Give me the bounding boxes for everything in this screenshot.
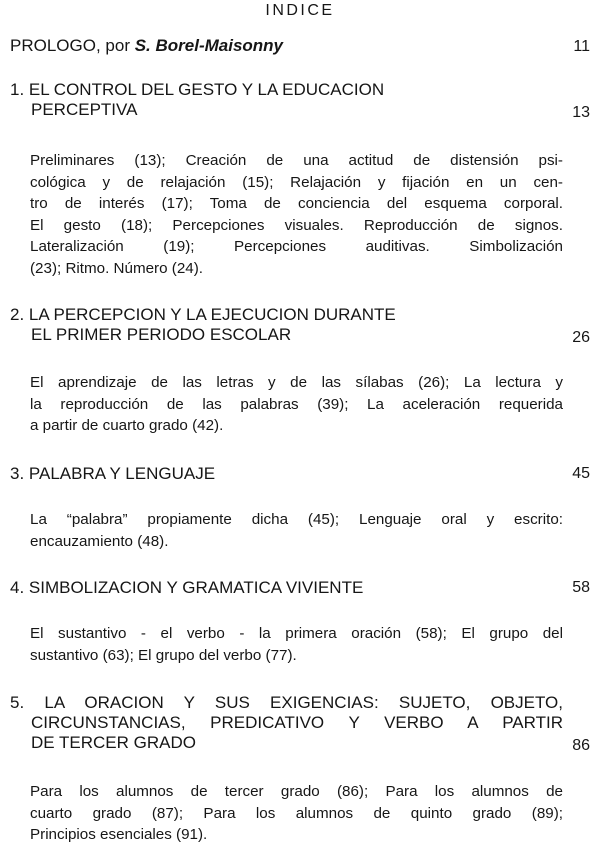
- chapter-1-heading: [10, 80, 384, 120]
- summary-line: la reproducción de las palabras (39); La aceleración requerida: [30, 395, 563, 413]
- prologo-page: 11: [573, 38, 590, 55]
- chapter-3-summary: [30, 509, 563, 552]
- summary-line: (23); Ritmo. Número (24).: [30, 259, 204, 277]
- chapter-1-page: 13: [572, 104, 590, 121]
- chapter-1-summary: [30, 150, 563, 279]
- prologo-author: S. Borel-Maisonny: [134, 36, 284, 55]
- summary-line: a partir de cuarto grado (42).: [30, 417, 224, 434]
- chapter-2-heading: [10, 305, 396, 345]
- chapter-3-heading-line-1: 3. PALABRA Y LENGUAJE: [10, 464, 216, 483]
- chapter-3-heading: [10, 464, 215, 484]
- chapter-2-heading-line-2: EL PRIMER PERIODO ESCOLAR: [31, 325, 292, 344]
- chapter-4-summary: [30, 623, 563, 666]
- summary-line: La “palabra” propiamente dicha (45); Lenguaje oral y escrito:: [30, 511, 563, 528]
- prologo-entry: [10, 36, 283, 56]
- chapter-4-heading: [10, 578, 363, 598]
- summary-line: El gesto (18); Percepciones visuales. Reproducción de signos.: [30, 216, 563, 234]
- chapter-3-page: 45: [572, 465, 590, 482]
- summary-line: Principios esenciales (91).: [30, 826, 208, 843]
- chapter-4-heading-line-1: 4. SIMBOLIZACION Y GRAMATICA VIVIENTE: [10, 578, 364, 597]
- summary-line: cológica y de relajación (15); Relajación y fijación en un cen-: [30, 173, 563, 191]
- summary-line: Para los alumnos de tercer grado (86); Para los alumnos de: [30, 783, 563, 800]
- chapter-5-heading-line-2: CIRCUNSTANCIAS, PREDICATIVO Y VERBO A PARTIR: [31, 713, 563, 732]
- chapter-5-page: 86: [572, 737, 590, 754]
- index-title: INDICE: [265, 2, 335, 19]
- summary-line: Preliminares (13); Creación de una actitud de distensión psi-: [30, 152, 563, 169]
- chapter-2-heading-line-1: 2. LA PERCEPCION Y LA EJECUCION DURANTE: [10, 305, 396, 324]
- summary-line: sustantivo (63); El grupo del verbo (77).: [30, 646, 297, 664]
- prologo-label: PROLOGO, por: [10, 36, 135, 55]
- chapter-1-heading-line-2: PERCEPTIVA: [31, 100, 138, 119]
- chapter-5-summary: [30, 781, 563, 846]
- chapter-2-page: 26: [572, 329, 590, 346]
- summary-line: El sustantivo - el verbo - la primera oración (58); El grupo del: [30, 625, 563, 642]
- chapter-5-heading-line-3: DE TERCER GRADO: [31, 733, 196, 752]
- chapter-2-summary: [30, 372, 563, 437]
- summary-line: encauzamiento (48).: [30, 532, 169, 550]
- chapter-1-heading-line-1: 1. EL CONTROL DEL GESTO Y LA EDUCACION: [10, 80, 385, 99]
- summary-line: Lateralización (19); Percepciones auditivas. Simbolización: [30, 238, 563, 255]
- summary-line: cuarto grado (87); Para los alumnos de quinto grado (89);: [30, 804, 563, 822]
- chapter-4-page: 58: [572, 579, 590, 596]
- chapter-5-heading-line-1: 5. LA ORACION Y SUS EXIGENCIAS: SUJETO, OBJETO,: [10, 693, 563, 712]
- chapter-5-heading: [10, 693, 563, 753]
- summary-line: El aprendizaje de las letras y de las sílabas (26); La lectura y: [30, 374, 563, 391]
- summary-line: tro de interés (17); Toma de conciencia del esquema corporal.: [30, 195, 563, 212]
